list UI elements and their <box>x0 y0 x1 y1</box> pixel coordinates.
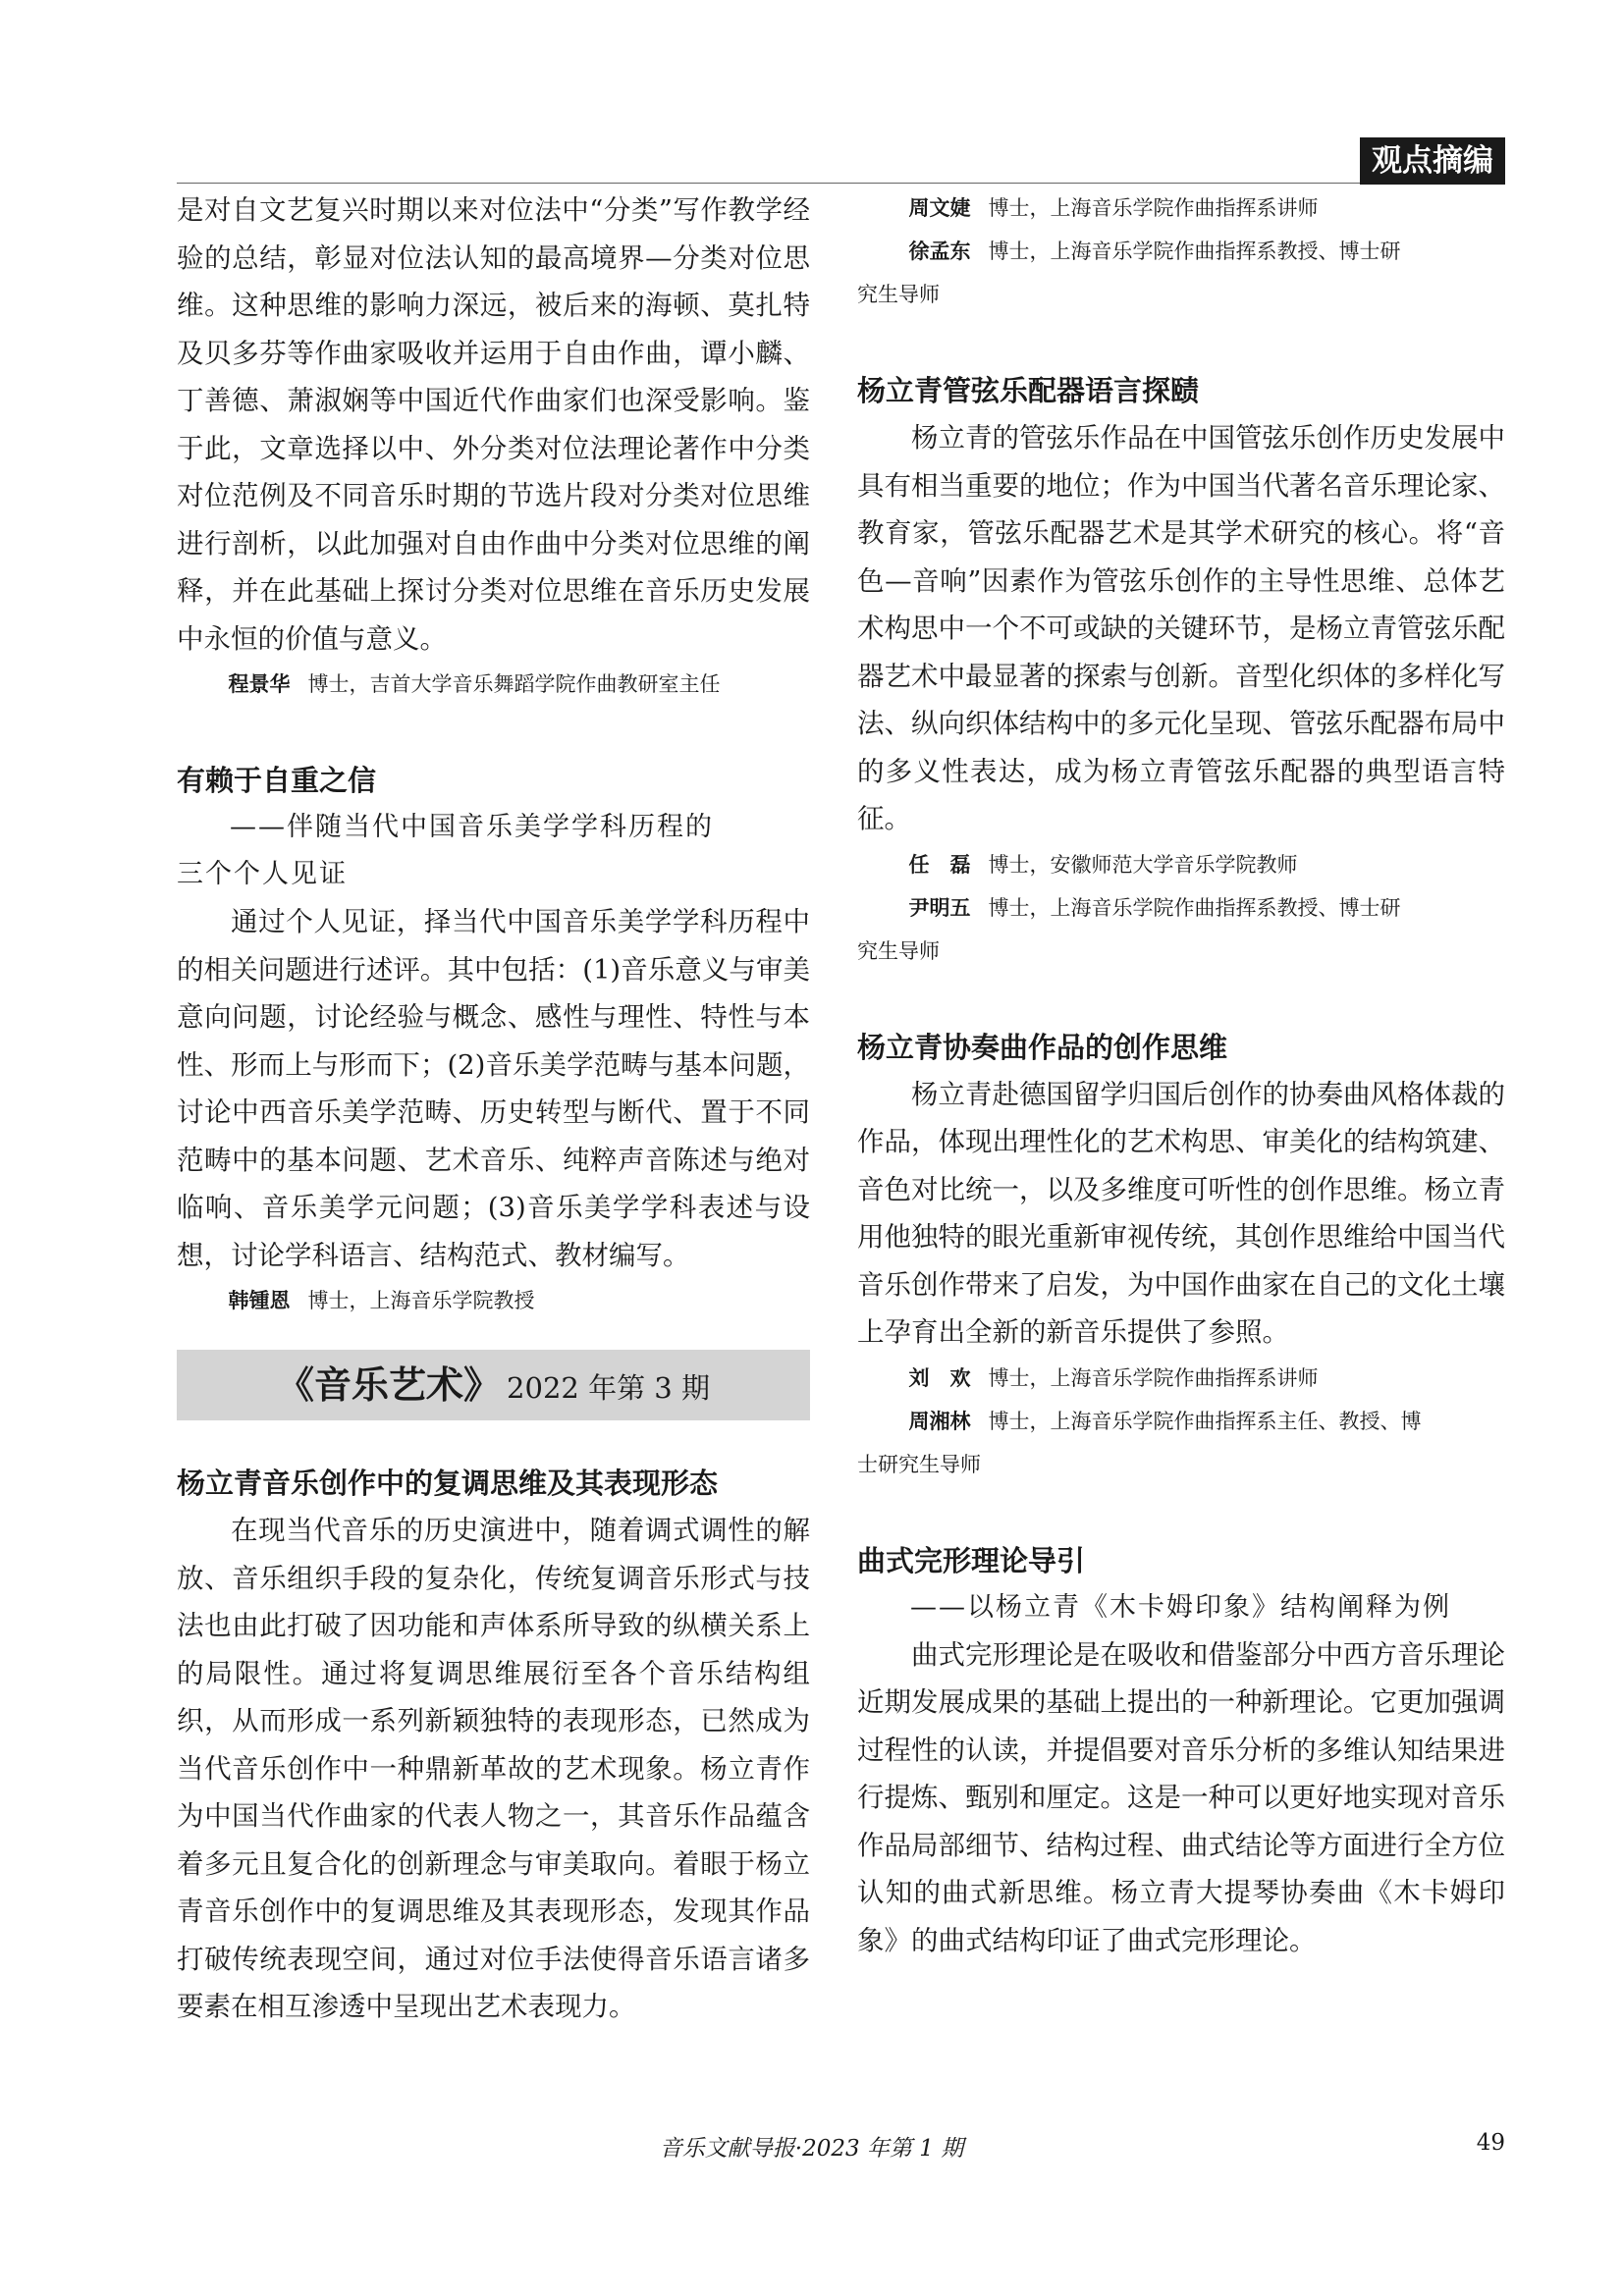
author-line <box>857 843 1505 886</box>
article-subtitle: ——以杨立青《木卡姆印象》结构阐释为例 <box>910 1591 1451 1623</box>
continuation-paragraph: 是对自文艺复兴时期以来对位法中“分类”写作教学经验的总结，彰显对位法认知的最高境界—分类对位思维。这种思维的影响力深远，被后来的海顿、莫扎特及贝多芬等作曲家吸收并运用于自由作曲，谭小麟、丁善德、萧淑娴等中国近代作曲家们也深受影响。鉴于此，文章选择以中、外分类对位法理论著作中分类对位范例及不同音乐时期的节选片段对分类对位思维进行剖析，以此加强对自由作曲中分类对位思维的阐释，并在此基础上探讨分类对位思维在音乐历史发展中永恒的价值与意义。 <box>177 194 810 655</box>
header-rule <box>177 183 1505 184</box>
author-title: 博士，上海音乐学院作曲指挥系教授、博士研 <box>988 895 1401 920</box>
journal-issue: 2022 年第 3 期 <box>507 1371 710 1405</box>
author-line <box>857 230 1505 316</box>
author-name: 程景华 <box>228 672 291 696</box>
author-line <box>857 886 1505 973</box>
author-title: 博士，上海音乐学院作曲指挥系讲师 <box>988 196 1319 220</box>
author-title-cont: 究生导师 <box>857 938 940 963</box>
article-subtitle-cont: 三个个人见证 <box>177 859 348 889</box>
author-line <box>857 1400 1505 1486</box>
page-number: 49 <box>1476 2130 1505 2156</box>
author-line <box>177 663 810 706</box>
author-title: 博士，上海音乐学院作曲指挥系主任、教授、博 <box>988 1409 1422 1433</box>
section-tag: 观点摘编 <box>1360 137 1505 185</box>
author-line <box>857 1357 1505 1400</box>
article-body: 曲式完形理论是在吸收和借鉴部分中西方音乐理论近期发展成果的基础上提出的一种新理论。它更加强调过程性的认读，并提倡要对音乐分析的多维认知结果进行提炼、甄别和厘定。这是一种可以更好地实现对音乐作品局部细节、结构过程、曲式结论等方面进行全方位认知的曲式新思维。杨立青大提琴协奏曲《木卡姆印象》的曲式结构印证了曲式完形理论。 <box>857 1638 1505 1956</box>
author-title: 博士，吉首大学音乐舞蹈学院作曲教研室主任 <box>307 672 721 696</box>
author-title: 博士，上海音乐学院作曲指挥系讲师 <box>988 1365 1319 1390</box>
article-title: 杨立青音乐创作中的复调思维及其表现形态 <box>177 1467 719 1500</box>
article-title: 杨立青协奏曲作品的创作思维 <box>857 1030 1228 1064</box>
left-column <box>177 187 810 2031</box>
article-subtitle: ——伴随当代中国音乐美学学科历程的 <box>230 812 714 842</box>
right-column <box>857 187 1505 1964</box>
footer-journal: 音乐文献导报·2023 年第 1 期 <box>659 2136 964 2162</box>
author-name: 任 磊 <box>908 852 971 877</box>
author-name: 周文婕 <box>908 196 971 220</box>
journal-banner <box>177 1350 810 1420</box>
article-title: 有赖于自重之信 <box>177 764 377 797</box>
article-body: 杨立青赴德国留学归国后创作的协奏曲风格体裁的作品，体现出理性化的艺术构思、审美化的结构筑建、音色对比统一，以及多维度可听性的创作思维。杨立青用他独特的眼光重新审视传统，其创作思维给中国当代音乐创作带来了启发，为中国作曲家在自己的文化土壤上孕育出全新的新音乐提供了参照。 <box>857 1078 1505 1348</box>
author-name: 刘 欢 <box>908 1365 971 1390</box>
author-name: 尹明五 <box>908 895 971 920</box>
article-body: 在现当代音乐的历史演进中，随着调式调性的解放、音乐组织手段的复杂化，传统复调音乐形式与技法也由此打破了因功能和声体系所导致的纵横关系上的局限性。通过将复调思维展衍至各个音乐结构组织，从而形成一系列新颖独特的表现形态，已然成为当代音乐创作中一种鼎新革故的艺术现象。杨立青作为中国当代作曲家的代表人物之一，其音乐作品蕴含着多元且复合化的创新理念与审美取向。着眼于杨立青音乐创作中的复调思维及其表现形态，发现其作品打破传统表现空间，通过对位手法使得音乐语言诸多要素在相互渗透中呈现出艺术表现力。 <box>177 1515 810 2022</box>
author-title-cont: 士研究生导师 <box>857 1452 981 1476</box>
author-line <box>177 1279 810 1322</box>
article-body: 杨立青的管弦乐作品在中国管弦乐创作历史发展中具有相当重要的地位；作为中国当代著名音乐理论家、教育家，管弦乐配器艺术是其学术研究的核心。将“音色—音响”因素作为管弦乐创作的主导性思维、总体艺术构思中一个不可或缺的关键环节，是杨立青管弦乐配器艺术中最显著的探索与创新。音型化织体的多样化写法、纵向织体结构中的多元化呈现、管弦乐配器布局中的多义性表达，成为杨立青管弦乐配器的典型语言特征。 <box>857 422 1505 834</box>
article-body: 通过个人见证，择当代中国音乐美学学科历程中的相关问题进行述评。其中包括：(1)音乐意义与审美意向问题，讨论经验与概念、感性与理性、特性与本性、形而上与形而下；(2)音乐美学范畴与基本问题，讨论中西音乐美学范畴、历史转型与断代、置于不同范畴中的基本问题、艺术音乐、纯粹声音陈述与绝对临响、音乐美学元问题；(3)音乐美学学科表述与设想，讨论学科语言、结构范式、教材编写。 <box>177 906 810 1271</box>
article-title: 曲式完形理论导引 <box>857 1543 1086 1577</box>
article-title: 杨立青管弦乐配器语言探赜 <box>857 374 1200 407</box>
author-name: 徐孟东 <box>908 240 971 263</box>
author-title-cont: 究生导师 <box>857 283 940 306</box>
author-title: 博士，上海音乐学院教授 <box>307 1289 535 1312</box>
journal-name: 《音乐艺术》 <box>277 1363 502 1407</box>
author-name: 韩锺恩 <box>228 1289 291 1312</box>
author-name: 周湘林 <box>908 1409 971 1433</box>
author-title: 博士，安徽师范大学音乐学院教师 <box>988 852 1298 877</box>
author-title: 博士，上海音乐学院作曲指挥系教授、博士研 <box>988 240 1401 263</box>
author-line <box>857 187 1505 230</box>
